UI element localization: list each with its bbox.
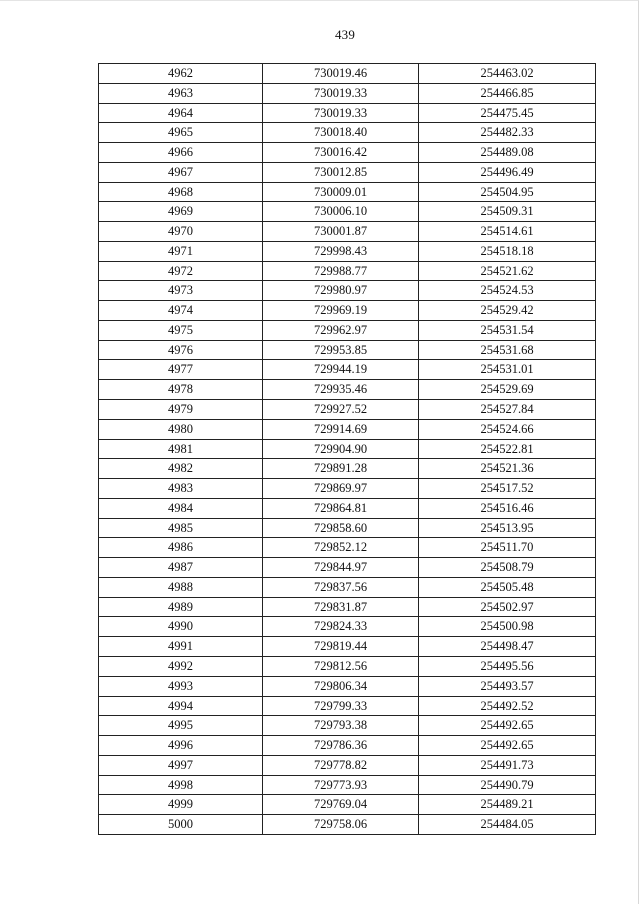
x-coordinate-cell: 729758.06	[263, 815, 419, 835]
y-coordinate-cell: 254493.57	[419, 677, 596, 697]
y-coordinate-cell: 254531.68	[419, 341, 596, 361]
y-coordinate-cell: 254491.73	[419, 756, 596, 776]
y-coordinate-cell: 254466.85	[419, 84, 596, 104]
point-number-cell: 4987	[99, 558, 263, 578]
y-coordinate-cell: 254518.18	[419, 242, 596, 262]
y-coordinate-cell: 254490.79	[419, 776, 596, 796]
point-number-cell: 4990	[99, 617, 263, 637]
point-number-cell: 4973	[99, 281, 263, 301]
x-coordinate-cell: 729988.77	[263, 262, 419, 282]
table-row	[99, 776, 596, 796]
point-number-cell: 4975	[99, 321, 263, 341]
table-row	[99, 578, 596, 598]
point-number-cell: 4963	[99, 84, 263, 104]
table-row	[99, 341, 596, 361]
table-row	[99, 262, 596, 282]
table-row	[99, 479, 596, 499]
point-number-cell: 4997	[99, 756, 263, 776]
x-coordinate-cell: 729904.90	[263, 440, 419, 460]
y-coordinate-cell: 254492.52	[419, 697, 596, 717]
table-row	[99, 420, 596, 440]
point-number-cell: 4971	[99, 242, 263, 262]
x-coordinate-cell: 730001.87	[263, 222, 419, 242]
point-number-cell: 4983	[99, 479, 263, 499]
point-number-cell: 4981	[99, 440, 263, 460]
y-coordinate-cell: 254489.21	[419, 795, 596, 815]
point-number-cell: 4974	[99, 301, 263, 321]
x-coordinate-cell: 730019.33	[263, 104, 419, 124]
x-coordinate-cell: 729773.93	[263, 776, 419, 796]
table-row	[99, 756, 596, 776]
point-number-cell: 4988	[99, 578, 263, 598]
table-row	[99, 163, 596, 183]
point-number-cell: 4991	[99, 637, 263, 657]
y-coordinate-cell: 254495.56	[419, 657, 596, 677]
x-coordinate-cell: 729914.69	[263, 420, 419, 440]
table-row	[99, 84, 596, 104]
x-coordinate-cell: 729969.19	[263, 301, 419, 321]
x-coordinate-cell: 729831.87	[263, 598, 419, 618]
y-coordinate-cell: 254505.48	[419, 578, 596, 598]
point-number-cell: 4964	[99, 104, 263, 124]
point-number-cell: 4995	[99, 716, 263, 736]
table-row	[99, 360, 596, 380]
y-coordinate-cell: 254509.31	[419, 202, 596, 222]
x-coordinate-cell: 729864.81	[263, 499, 419, 519]
table-row	[99, 104, 596, 124]
y-coordinate-cell: 254527.84	[419, 400, 596, 420]
table-row	[99, 598, 596, 618]
table-row	[99, 815, 596, 835]
table-row	[99, 183, 596, 203]
x-coordinate-cell: 729806.34	[263, 677, 419, 697]
point-number-cell: 4966	[99, 143, 263, 163]
y-coordinate-cell: 254475.45	[419, 104, 596, 124]
table-row	[99, 400, 596, 420]
point-number-cell: 4976	[99, 341, 263, 361]
x-coordinate-cell: 729869.97	[263, 479, 419, 499]
point-number-cell: 4996	[99, 736, 263, 756]
x-coordinate-cell: 730016.42	[263, 143, 419, 163]
x-coordinate-cell: 729935.46	[263, 380, 419, 400]
x-coordinate-cell: 729927.52	[263, 400, 419, 420]
x-coordinate-cell: 729998.43	[263, 242, 419, 262]
table-row	[99, 440, 596, 460]
x-coordinate-cell: 729793.38	[263, 716, 419, 736]
table-row	[99, 301, 596, 321]
point-number-cell: 4982	[99, 459, 263, 479]
point-number-cell: 4998	[99, 776, 263, 796]
table-row	[99, 657, 596, 677]
y-coordinate-cell: 254500.98	[419, 617, 596, 637]
table-row	[99, 380, 596, 400]
x-coordinate-cell: 729824.33	[263, 617, 419, 637]
y-coordinate-cell: 254513.95	[419, 519, 596, 539]
table-row	[99, 222, 596, 242]
y-coordinate-cell: 254529.69	[419, 380, 596, 400]
y-coordinate-cell: 254517.52	[419, 479, 596, 499]
y-coordinate-cell: 254524.66	[419, 420, 596, 440]
x-coordinate-cell: 729944.19	[263, 360, 419, 380]
table-row	[99, 202, 596, 222]
table-row	[99, 143, 596, 163]
table-row	[99, 716, 596, 736]
y-coordinate-cell: 254516.46	[419, 499, 596, 519]
point-number-cell: 4980	[99, 420, 263, 440]
y-coordinate-cell: 254508.79	[419, 558, 596, 578]
point-number-cell: 4985	[99, 519, 263, 539]
x-coordinate-cell: 729980.97	[263, 281, 419, 301]
y-coordinate-cell: 254504.95	[419, 183, 596, 203]
table-row	[99, 538, 596, 558]
x-coordinate-cell: 729812.56	[263, 657, 419, 677]
x-coordinate-cell: 729891.28	[263, 459, 419, 479]
y-coordinate-cell: 254496.49	[419, 163, 596, 183]
x-coordinate-cell: 730019.46	[263, 64, 419, 84]
x-coordinate-cell: 730018.40	[263, 123, 419, 143]
x-coordinate-cell: 729858.60	[263, 519, 419, 539]
y-coordinate-cell: 254463.02	[419, 64, 596, 84]
page-number: 439	[334, 27, 356, 42]
point-number-cell: 4969	[99, 202, 263, 222]
table-row	[99, 558, 596, 578]
table-row	[99, 736, 596, 756]
x-coordinate-cell: 729953.85	[263, 341, 419, 361]
table-row	[99, 123, 596, 143]
x-coordinate-cell: 730009.01	[263, 183, 419, 203]
y-coordinate-cell: 254531.54	[419, 321, 596, 341]
x-coordinate-cell: 730012.85	[263, 163, 419, 183]
table-row	[99, 64, 596, 84]
x-coordinate-cell: 730006.10	[263, 202, 419, 222]
y-coordinate-cell: 254514.61	[419, 222, 596, 242]
y-coordinate-cell: 254529.42	[419, 301, 596, 321]
x-coordinate-cell: 729778.82	[263, 756, 419, 776]
point-number-cell: 5000	[99, 815, 263, 835]
y-coordinate-cell: 254492.65	[419, 716, 596, 736]
table-row	[99, 617, 596, 637]
y-coordinate-cell: 254511.70	[419, 538, 596, 558]
x-coordinate-cell: 729819.44	[263, 637, 419, 657]
point-number-cell: 4978	[99, 380, 263, 400]
y-coordinate-cell: 254482.33	[419, 123, 596, 143]
point-number-cell: 4977	[99, 360, 263, 380]
table-row	[99, 519, 596, 539]
y-coordinate-cell: 254521.36	[419, 459, 596, 479]
y-coordinate-cell: 254522.81	[419, 440, 596, 460]
table-row	[99, 677, 596, 697]
x-coordinate-cell: 729837.56	[263, 578, 419, 598]
x-coordinate-cell: 729852.12	[263, 538, 419, 558]
point-number-cell: 4984	[99, 499, 263, 519]
table-row	[99, 459, 596, 479]
y-coordinate-cell: 254498.47	[419, 637, 596, 657]
point-number-cell: 4962	[99, 64, 263, 84]
x-coordinate-cell: 729799.33	[263, 697, 419, 717]
table-row	[99, 321, 596, 341]
point-number-cell: 4967	[99, 163, 263, 183]
x-coordinate-cell: 729962.97	[263, 321, 419, 341]
point-number-cell: 4972	[99, 262, 263, 282]
point-number-cell: 4968	[99, 183, 263, 203]
point-number-cell: 4970	[99, 222, 263, 242]
point-number-cell: 4979	[99, 400, 263, 420]
point-number-cell: 4999	[99, 795, 263, 815]
y-coordinate-cell: 254502.97	[419, 598, 596, 618]
table-row	[99, 242, 596, 262]
table-row	[99, 637, 596, 657]
point-number-cell: 4992	[99, 657, 263, 677]
point-number-cell: 4993	[99, 677, 263, 697]
table-row	[99, 697, 596, 717]
table-row	[99, 499, 596, 519]
point-number-cell: 4965	[99, 123, 263, 143]
coordinates-table	[98, 63, 596, 835]
y-coordinate-cell: 254489.08	[419, 143, 596, 163]
x-coordinate-cell: 729844.97	[263, 558, 419, 578]
y-coordinate-cell: 254521.62	[419, 262, 596, 282]
point-number-cell: 4994	[99, 697, 263, 717]
y-coordinate-cell: 254524.53	[419, 281, 596, 301]
table-row	[99, 795, 596, 815]
point-number-cell: 4986	[99, 538, 263, 558]
x-coordinate-cell: 730019.33	[263, 84, 419, 104]
y-coordinate-cell: 254484.05	[419, 815, 596, 835]
y-coordinate-cell: 254531.01	[419, 360, 596, 380]
y-coordinate-cell: 254492.65	[419, 736, 596, 756]
point-number-cell: 4989	[99, 598, 263, 618]
x-coordinate-cell: 729769.04	[263, 795, 419, 815]
x-coordinate-cell: 729786.36	[263, 736, 419, 756]
table-row	[99, 281, 596, 301]
